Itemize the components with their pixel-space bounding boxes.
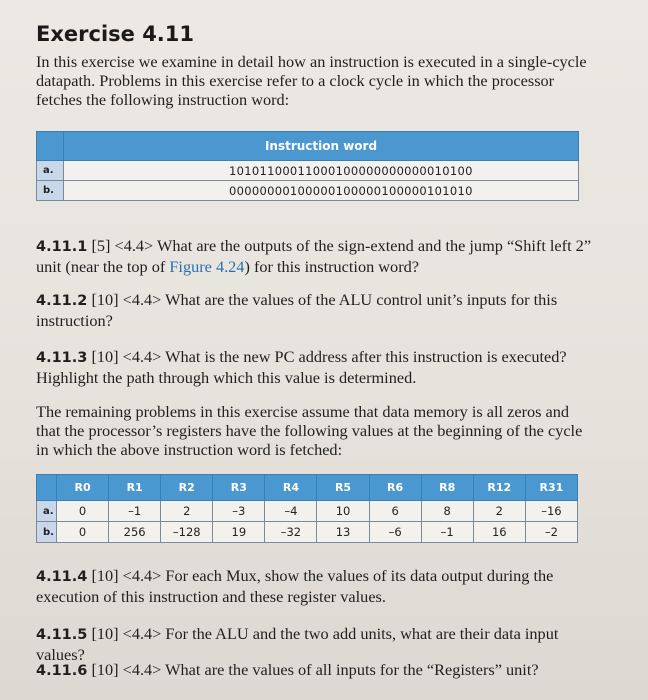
question-4-11-2	[36, 290, 606, 330]
register-value: –1	[421, 522, 473, 543]
exercise-title: Exercise 4.11	[36, 22, 195, 46]
question-text: [10] <4.4> What is the new PC address after this instruction is executed? Highlight the path through which this value is determined.	[36, 347, 567, 387]
instruction-word-value: 00000000100000100000100000101010	[64, 181, 579, 201]
question-text: [10] <4.4> For each Mux, show the values of its data output during the execution of this instruction and these register values.	[36, 566, 554, 606]
register-value: 256	[109, 522, 161, 543]
register-value: 2	[161, 501, 213, 522]
register-value: –4	[265, 501, 317, 522]
register-value: –2	[525, 522, 577, 543]
row-label: a.	[37, 501, 57, 522]
register-value: 8	[421, 501, 473, 522]
question-number: 4.11.4	[36, 569, 88, 585]
instruction-table-header: Instruction word	[64, 132, 579, 161]
figure-link[interactable]: Figure 4.24	[169, 257, 245, 276]
table-row	[37, 522, 578, 543]
register-values-table	[36, 474, 578, 543]
question-4-11-1	[36, 236, 606, 276]
register-value: –128	[161, 522, 213, 543]
registers-intro-paragraph: The remaining problems in this exercise assume that data memory is all zeros and that the processor’s registers have the following values at the beginning of the cycle in which the above instruction word is fetched:	[36, 402, 583, 459]
instruction-table-corner	[37, 132, 64, 161]
question-text: [10] <4.4> What are the values of all inputs for the “Registers” unit?	[91, 660, 539, 679]
register-header: R2	[161, 475, 213, 501]
register-header: R31	[525, 475, 577, 501]
table-row	[37, 501, 578, 522]
question-4-11-4	[36, 566, 606, 606]
intro-paragraph: In this exercise we examine in detail how an instruction is executed in a single-cycle datapath. Problems in this exercise refer to a clock cycle in which the processor fetches the following instruction word:	[36, 52, 587, 109]
question-text: [10] <4.4> For the ALU and the two add units, what are their data input values?	[36, 624, 559, 664]
question-4-11-6	[36, 660, 606, 681]
question-4-11-3	[36, 347, 606, 387]
question-number: 4.11.1	[36, 239, 88, 255]
register-value: 10	[317, 501, 369, 522]
register-header: R3	[213, 475, 265, 501]
register-header: R8	[421, 475, 473, 501]
register-table-corner	[37, 475, 57, 501]
register-value: –16	[525, 501, 577, 522]
question-number: 4.11.3	[36, 350, 88, 366]
register-header: R0	[57, 475, 109, 501]
question-4-11-5	[36, 624, 606, 664]
register-value: 2	[473, 501, 525, 522]
register-header: R1	[109, 475, 161, 501]
question-text: ) for this instruction word?	[244, 257, 419, 276]
question-text: [10] <4.4> What are the values of the ALU control unit’s inputs for this instruction?	[36, 290, 558, 330]
register-value: –6	[369, 522, 421, 543]
question-number: 4.11.2	[36, 293, 88, 309]
question-number: 4.11.6	[36, 663, 88, 679]
register-value: 13	[317, 522, 369, 543]
table-row	[37, 181, 579, 201]
question-number: 4.11.5	[36, 627, 88, 643]
register-header: R5	[317, 475, 369, 501]
register-value: 0	[57, 501, 109, 522]
register-header: R12	[473, 475, 525, 501]
instruction-word-value: 10101100011000100000000000010100	[64, 161, 579, 181]
register-header: R6	[369, 475, 421, 501]
register-value: 16	[473, 522, 525, 543]
row-label: a.	[37, 161, 64, 181]
register-value: –32	[265, 522, 317, 543]
register-value: 19	[213, 522, 265, 543]
question-text: [5] <4.4> What are the outputs of the sign-extend and the jump “Shift left 2” unit (near the top of	[36, 236, 592, 276]
register-value: 0	[57, 522, 109, 543]
row-label: b.	[37, 181, 64, 201]
register-value: –3	[213, 501, 265, 522]
row-label: b.	[37, 522, 57, 543]
instruction-word-table	[36, 131, 579, 201]
table-row	[37, 161, 579, 181]
register-header: R4	[265, 475, 317, 501]
register-value: –1	[109, 501, 161, 522]
register-value: 6	[369, 501, 421, 522]
